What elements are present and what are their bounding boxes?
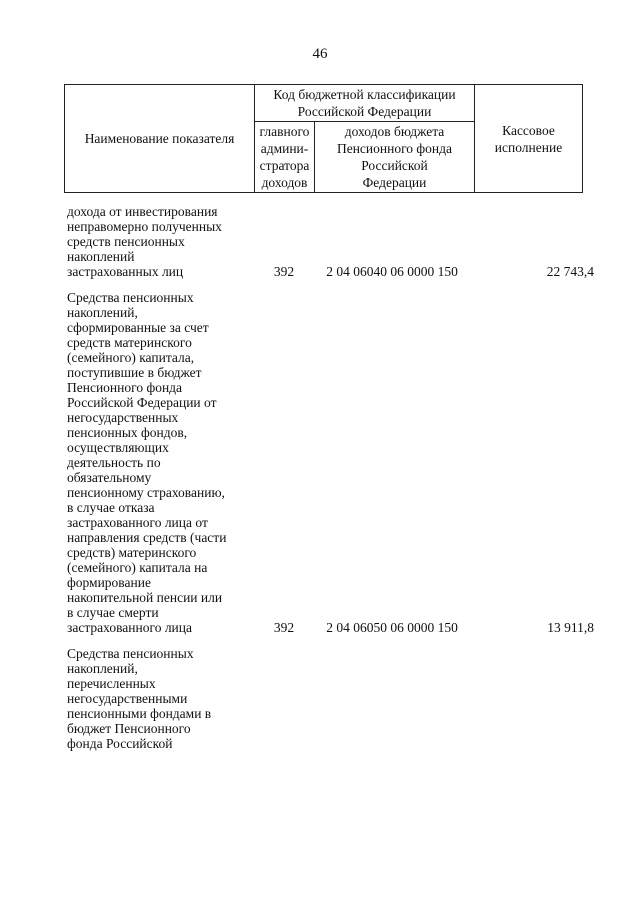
header-indicator-name: Наименование показателя [65, 85, 255, 193]
row-income-code: 2 04 06040 06 0000 150 [326, 264, 458, 279]
header-budget-classification-code: Код бюджетной классификации Российской Федерации [255, 85, 475, 122]
row-indicator-name: Средства пенсионных накоплений, перечисленных негосударственными пенсионными фондами в бюджет Пенсионного фонда Российской [67, 646, 212, 751]
header-cash-execution: Кассовое исполнение [475, 85, 583, 193]
row-execution-value: 13 911,8 [547, 620, 594, 635]
row-income-code: 2 04 06050 06 0000 150 [326, 620, 458, 635]
table-row [64, 290, 594, 635]
row-indicator-name: Средства пенсионных накоплений, сформированные за счет средств материнского (семейного) капитала, поступившие в бюджет Пенсионного фонда Российской Федерации от негосударственных пенсионных фондов, осуществляющих деятельность по обязательному пенсионному страхованию, в случае отказа застрахованного лица от направления средств (части средств) материнского (семейного) капитала на формирование накопительной пенсии или в случае смерти застрахованного лица [67, 290, 227, 635]
table-body [64, 204, 594, 762]
row-indicator-name: дохода от инвестирования неправомерно полученных средств пенсионных накоплений застрахованных лиц [67, 204, 222, 279]
header-chief-administrator: главного админи- стратора доходов [255, 122, 315, 193]
page-number: 46 [312, 46, 328, 62]
table-row [64, 204, 594, 279]
row-admin-code: 392 [273, 620, 295, 635]
row-execution-value: 22 743,4 [546, 264, 594, 279]
table-header [64, 84, 583, 193]
header-pension-fund-income: доходов бюджета Пенсионного фонда Российской Федерации [315, 122, 475, 193]
table-row [64, 646, 594, 751]
row-admin-code: 392 [273, 264, 295, 279]
